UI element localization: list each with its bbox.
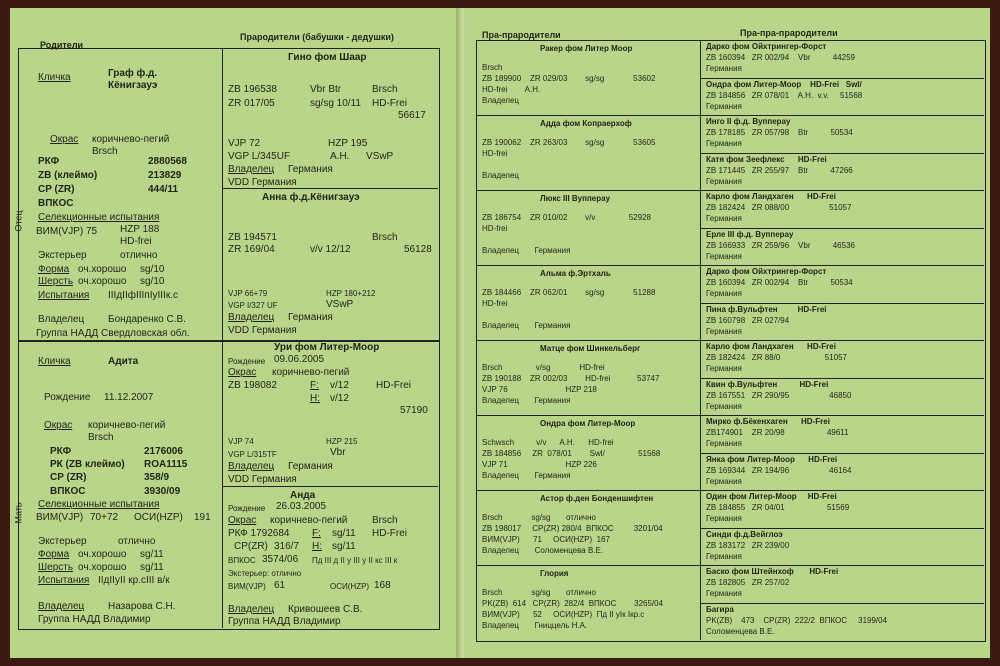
ggp-line: ZB 190062 ZR 263/03 sg/sg 53605: [482, 138, 656, 147]
father-coat-label: Шерсть: [38, 276, 74, 287]
gggp-name: Карло фом Ландхаген HD-Frei: [706, 192, 836, 201]
ggp-name: Глория: [540, 569, 569, 578]
gggp-line: PK(ZB) 473 CP(ZR) 222/2 ВПКОС 3199/04: [706, 615, 888, 625]
ggp-line: Владелец Германия: [482, 471, 571, 480]
divider: [222, 48, 223, 340]
gggp-name: Квин ф.Вульфтен HD-Frei: [706, 379, 829, 389]
father-trials-label: Испытания: [38, 290, 90, 301]
gp1-line2: ZR 017/05: [228, 98, 275, 109]
gp3-line3b: HZP 215: [326, 437, 358, 446]
mother-vim: ВИМ(VJP): [36, 512, 84, 523]
ggp-line: VJP 71 HZP 226: [482, 460, 597, 469]
gp3-line1c: v/12: [330, 380, 349, 391]
mother-color-2: Brsch: [88, 432, 114, 443]
ggp-line: ZB 198017 CP(ZR) 280/4 ВПКОС 3201/04: [482, 524, 663, 533]
mother-vpkos-label: ВПКОС: [50, 486, 86, 497]
mother-cp-label: CP (ZR): [50, 472, 87, 483]
header-parents: Родители: [40, 40, 84, 50]
mother-vpkos: 3930/09: [144, 486, 181, 497]
gggp-name: Багира: [706, 604, 734, 614]
mother-rk-label: РК (ZB клеймо): [50, 459, 125, 470]
gggp-name: Ондра фом Литер-Моор HD-Frei Swl/: [706, 79, 862, 89]
header-great: Пра-прародители: [482, 30, 561, 40]
mother-rk: ROA1115: [144, 459, 188, 470]
father-form-sg: sg/10: [140, 264, 165, 275]
father-owner: Бондаренко С.В.: [108, 314, 186, 325]
ggp-line: Владелец Германия: [482, 246, 571, 255]
ggp-line: VJP 76 HZP 218: [482, 385, 597, 394]
mother-cp: 358/9: [144, 472, 170, 483]
gp3-owner-label: Владелец: [228, 461, 275, 472]
gp2-line3b: HZP 180+212: [326, 289, 376, 298]
gggp-line: ZB174901 ZR 20/98 49611: [706, 428, 849, 437]
father-coat-sg: sg/10: [140, 276, 165, 287]
mother-vim-val: 70+72: [90, 512, 119, 523]
father-name-2: Кёнигзауэ: [108, 80, 158, 91]
ggp-line: Brsch v/sg HD-frei: [482, 363, 605, 372]
mother-form-sg: sg/11: [140, 549, 164, 560]
gp4-trials: Пд III д II у III у II кс III к: [312, 556, 398, 565]
gggp-name: Карло фом Ландхаген HD-Frei: [706, 342, 836, 351]
gp3-line3: VJP 74: [228, 437, 254, 446]
ggp-line: ZB 186754 ZR 010/02 v/v 52928: [482, 213, 651, 222]
gp3-owner: Германия: [288, 461, 333, 472]
divider: [476, 565, 700, 566]
father-vim: ВИМ(VJP) 75: [36, 226, 98, 237]
gp4-birth-label: Рождение: [228, 504, 266, 513]
gggp-line: ZB 166933 ZR 259/96 Vbr 46536: [706, 240, 855, 250]
mother-exterior-label: Экстерьер: [38, 536, 87, 547]
ggp-name: Астор ф.ден Бонденшифтен: [540, 494, 654, 503]
gp2-line2: ZR 169/04: [228, 244, 275, 255]
gggp-owner: Германия: [706, 364, 742, 373]
father-color: коричнево-пегий: [92, 134, 170, 145]
gp3-color: коричнево-пегий: [272, 367, 350, 378]
gp3-vdd: VDD Германия: [228, 474, 297, 485]
gggp-line: ZB 182424 ZR 88/0 51057: [706, 353, 847, 362]
gggp-name: Мирко ф.Бёкенхаген HD-Frei: [706, 417, 830, 426]
mother-name: Адита: [108, 356, 139, 367]
ggp-name: Альма ф.Эртхаль: [540, 269, 611, 278]
father-trials: IIIдIIфIIIпIуIIIк.с: [108, 290, 178, 301]
mother-rkf-label: РКФ: [50, 446, 72, 457]
gp3-line4: VGP L/315TF: [228, 450, 277, 459]
gggp-line: ZB 178185 ZR 057/98 Btr 50534: [706, 128, 853, 137]
divider: [476, 265, 700, 266]
gp2-vdd: VDD Германия: [228, 325, 297, 336]
gp3-line1: ZB 198082: [228, 380, 277, 391]
gggp-owner: Германия: [706, 64, 742, 73]
father-exterior: отлично: [120, 250, 158, 261]
mother-trials-label: Испытания: [38, 575, 90, 586]
ggp-line: Brsch sg/sg отлично: [482, 513, 596, 522]
divider: [476, 190, 700, 191]
father-tests-label: Селекционные испытания: [38, 212, 160, 223]
gp4-birth: 26.03.2005: [276, 501, 327, 512]
divider: [222, 340, 223, 628]
gp3-line2c: v/12: [330, 393, 349, 404]
mother-osi-val: 191: [194, 512, 211, 523]
gp3-num: 57190: [400, 405, 428, 416]
gp1-line1: ZB 196538: [228, 84, 277, 95]
mother-side-label: Мать: [13, 502, 24, 524]
gp2-line1: ZB 194571: [228, 232, 277, 243]
father-exterior-label: Экстерьер: [38, 250, 87, 261]
gp1-line3: VJP 72: [228, 138, 261, 149]
gggp-owner: Германия: [706, 214, 742, 223]
ggp-line: Brsch: [482, 63, 503, 72]
gp2-line4b: VSwP: [326, 299, 354, 310]
gggp-owner: Германия: [706, 439, 742, 448]
gp3-name: Ури фом Литер-Моор: [274, 342, 380, 353]
ggp-line: Владелец Соломенцева В.Е.: [482, 546, 604, 555]
gggp-line: ZB 160394 ZR 002/94 Vbr 44259: [706, 53, 855, 62]
gp3-line4b: Vbr: [330, 447, 346, 458]
mother-form-label: Форма: [38, 549, 70, 560]
father-owner-label: Владелец: [38, 314, 85, 325]
gp4-vpkos-val: 3574/06: [262, 554, 299, 565]
ggp-line: ZB 184856 ZR 078/01 Swl/ 51568: [482, 449, 661, 458]
header-grandparents: Прародители (бабушки - дедушки): [240, 32, 394, 42]
mother-color: коричнево-пегий: [88, 420, 166, 431]
mother-osi: ОСИ(HZP): [134, 512, 183, 523]
gp1-line1b: Vbr Btr: [310, 84, 342, 95]
father-side-label: Отец: [13, 210, 24, 232]
divider: [476, 115, 700, 116]
gp1-line4b: A.H.: [330, 151, 350, 162]
ggp-name: Люкс III Вуппераy: [540, 194, 611, 203]
gp4-group: Группа НАДД Владимир: [228, 616, 341, 627]
father-form: оч.хорошо: [78, 264, 127, 275]
gp1-name: Гино фом Шаар: [288, 52, 367, 63]
mother-coat-label: Шерсть: [38, 562, 74, 573]
ggp-line: ВИМ(VJP) 71 ОСИ(HZP) 167: [482, 535, 610, 544]
gp4-h-val: sg/11: [332, 541, 356, 552]
gp4-h: H:: [312, 541, 322, 552]
gp2-line2c: 56128: [404, 244, 432, 255]
gggp-line: ZB 184856 ZR 078/01 A.H. v.v. 51568: [706, 90, 863, 100]
mother-exterior: отлично: [118, 536, 156, 547]
gggp-owner: Германия: [706, 251, 742, 261]
ggp-name: Адда фом Копраерхоф: [540, 119, 632, 128]
gggp-name: Янка фом Литер-Моор HD-Frei: [706, 454, 838, 464]
gp4-vim: ВИМ(VJP): [228, 582, 266, 591]
ggp-line: Brsch sg/sg отлично: [482, 588, 596, 597]
gp4-owner-label: Владелец: [228, 604, 275, 615]
gggp-name: Синди ф.д.Вейглоэ: [706, 529, 783, 539]
gp4-exterior: Экстерьер: отлично: [228, 569, 302, 578]
gp1-vdd: VDD Германия: [228, 177, 297, 188]
gp2-name: Анна ф.д.Кёнигзауэ: [262, 192, 360, 203]
father-zb: 213829: [148, 170, 182, 181]
gggp-line: ZB 183172 ZR 239/00: [706, 540, 790, 550]
ggp-line: ZB 190188 ZR 002/03 HD-frei 53747: [482, 374, 660, 383]
divider: [222, 486, 438, 487]
gp3-birth: 09.06.2005: [274, 354, 325, 365]
mother-owner: Назарова С.Н.: [108, 601, 176, 612]
gp3-line1d: HD-Frei: [376, 380, 411, 391]
father-hdfree: HD-frei: [120, 236, 152, 247]
ggp-line: Владелец: [482, 96, 520, 105]
gp4-f-val: sg/11: [332, 528, 356, 539]
gp4-color-code: Brsch: [372, 515, 398, 526]
gggp-name: Пина ф.Вульфтен HD-Frei: [706, 304, 827, 314]
gggp-owner: Германия: [706, 514, 742, 523]
ggp-name: Ракер фом Литер Моор: [540, 44, 633, 53]
ggp-line: ZB 189900 ZR 029/03 sg/sg 53602: [482, 74, 656, 83]
gggp-owner: Германия: [706, 401, 742, 411]
divider: [476, 490, 700, 491]
gp2-line3: VJP 66+79: [228, 289, 268, 298]
gp4-osi-val: 168: [374, 580, 391, 591]
gggp-owner: Германия: [706, 476, 742, 486]
mother-group: Группа НАДД Владимир: [38, 614, 151, 625]
gggp-name: Ерле III ф.д. Вуппераy: [706, 229, 794, 239]
gp4-color: коричнево-пегий: [270, 515, 348, 526]
gggp-name: Инго II ф.д. Вуппераy: [706, 117, 791, 126]
gggp-line: ZB 160394 ZR 002/94 Btr 50534: [706, 278, 853, 287]
mother-coat: оч.хорошо: [78, 562, 127, 573]
father-name-label: Кличка: [38, 72, 71, 83]
father-color-2: Brsch: [92, 146, 118, 157]
gggp-owner: Германия: [706, 101, 742, 111]
father-cp-label: CP (ZR): [38, 184, 75, 195]
gggp-owner: Германия: [706, 551, 742, 561]
mother-birth-label: Рождение: [44, 392, 91, 403]
gp1-owner-label: Владелец: [228, 164, 275, 175]
gggp-line: ZB 182424 ZR 088/00 51057: [706, 203, 852, 212]
mother-owner-label: Владелец: [38, 601, 85, 612]
mother-name-label: Кличка: [38, 356, 71, 367]
gggp-owner: Германия: [706, 289, 742, 298]
gggp-line: ZB 171445 ZR 255/97 Btr 47266: [706, 165, 853, 175]
gp2-owner: Германия: [288, 312, 333, 323]
gp4-f: F:: [312, 528, 321, 539]
gggp-owner: Соломенцева В.Е.: [706, 626, 775, 636]
gp4-vim-val: 61: [274, 580, 286, 591]
gp1-line2b: sg/sg 10/11: [310, 98, 361, 109]
father-cp: 444/11: [148, 184, 179, 195]
gp4-color-label: Окрас: [228, 515, 257, 526]
ggp-line: Владелец: [482, 171, 520, 180]
gp4-rkf: РКФ 1792684: [228, 528, 290, 539]
ggp-name: Ондра фом Литер-Моор: [540, 419, 636, 428]
gggp-name: Катя фом Зеефлекс HD-Frei: [706, 154, 827, 164]
ggp-line: HD-frei: [482, 224, 508, 233]
ggp-line: HD-frei: [482, 299, 508, 308]
mother-form: оч.хорошо: [78, 549, 127, 560]
gp3-line2b: H:: [310, 393, 320, 404]
gp1-num: 56617: [398, 110, 426, 121]
gggp-owner: Германия: [706, 139, 742, 148]
father-coat: оч.хорошо: [78, 276, 127, 287]
father-hzp: HZP 188: [120, 224, 160, 235]
gp1-line4: VGP L/345UF: [228, 151, 291, 162]
ggp-line: Schwsch v/v A.H. HD-frei: [482, 438, 614, 447]
gp1-owner: Германия: [288, 164, 333, 175]
father-vpkos-label: ВПКОС: [38, 198, 74, 209]
ggp-line: HD-frei: [482, 149, 508, 158]
gggp-name: Дарко фом Ойхтрингер-Форст: [706, 42, 827, 51]
ggp-line: PK(ZB) 614 CP(ZR) 282/4 ВПКОС 3265/04: [482, 599, 664, 608]
ggp-line: ZB 184466 ZR 062/01 sg/sg 51288: [482, 288, 656, 297]
ggp-line: HD-frei A.H.: [482, 85, 541, 94]
gggp-line: ZB 167551 ZR 290/95 46850: [706, 390, 852, 400]
mother-rkf: 2176006: [144, 446, 183, 457]
gp4-name: Анда: [290, 490, 316, 501]
ggp-name: Матце фом Шинкельберг: [540, 344, 641, 353]
gp3-color-label: Окрас: [228, 367, 257, 378]
ggp-line: Владелец Гниццель Н.А.: [482, 621, 588, 630]
ggp-line: ВИМ(VJP) 52 ОСИ(HZP) Пд II уIк Iкр.с: [482, 610, 645, 619]
gp2-owner-label: Владелец: [228, 312, 275, 323]
divider: [476, 340, 700, 341]
ggp-line: Владелец Германия: [482, 321, 571, 330]
gggp-name: Баско фом Штейнхоф HD-Frei: [706, 567, 839, 576]
gggp-line: ZB 182805 ZR 257/02: [706, 578, 790, 587]
gp2-line1c: Brsch: [372, 232, 398, 243]
divider: [700, 603, 984, 604]
mother-trials: IIдIIуII кр.сIII в/к: [98, 575, 170, 586]
divider: [476, 415, 700, 416]
gggp-owner: Германия: [706, 589, 742, 598]
father-group: Группа НАДД Свердловская обл.: [36, 328, 190, 339]
gp1-line4c: VSwP: [366, 151, 394, 162]
header-great2: Пра-пра-прародители: [740, 28, 838, 38]
gggp-owner: Германия: [706, 176, 742, 186]
gp1-line1c: Brsch: [372, 84, 398, 95]
father-rkf: 2880568: [148, 156, 187, 167]
father-name: Граф ф.д.: [108, 68, 158, 79]
father-rkf-label: РКФ: [38, 156, 60, 167]
gp1-line3b: HZP 195: [328, 138, 368, 149]
gggp-line: ZB 160798 ZR 027/94: [706, 315, 790, 325]
gggp-line: ZB 169344 ZR 194/96 46164: [706, 465, 852, 475]
father-form-label: Форма: [38, 264, 70, 275]
gp4-vpkos: ВПКОС: [228, 556, 256, 565]
gggp-line: ZB 184855 ZR 04/01 51569: [706, 503, 850, 512]
mother-coat-sg: sg/11: [140, 562, 164, 573]
gp2-line4: VGP I/327 UF: [228, 301, 278, 310]
gp4-cp: CP(ZR): [234, 541, 268, 552]
father-color-label: Окрас: [50, 134, 79, 145]
mother-tests-label: Селекционные испытания: [38, 499, 160, 510]
gggp-owner: Германия: [706, 326, 742, 336]
gp4-osi: ОСИ(HZP): [330, 582, 370, 591]
gp3-birth-label: Рождение: [228, 357, 266, 366]
gggp-name: Один фом Литер-Моор HD-Frei: [706, 492, 837, 501]
gp4-owner: Кривошеев С.В.: [288, 604, 363, 615]
father-zb-label: ZB (клеймо): [38, 170, 98, 181]
gp3-line1b: F:: [310, 380, 319, 391]
gp1-line2c: HD-Frei: [372, 98, 407, 109]
ggp-line: Владелец Германия: [482, 396, 571, 405]
gp4-hd: HD-Frei: [372, 528, 407, 539]
mother-birth: 11.12.2007: [104, 392, 154, 403]
gp4-cp-val: 316/7: [274, 541, 300, 552]
gggp-name: Дарко фом Ойхтрингер-Форст: [706, 267, 827, 276]
mother-color-label: Окрас: [44, 420, 73, 431]
gp2-line2b: v/v 12/12: [310, 244, 351, 255]
